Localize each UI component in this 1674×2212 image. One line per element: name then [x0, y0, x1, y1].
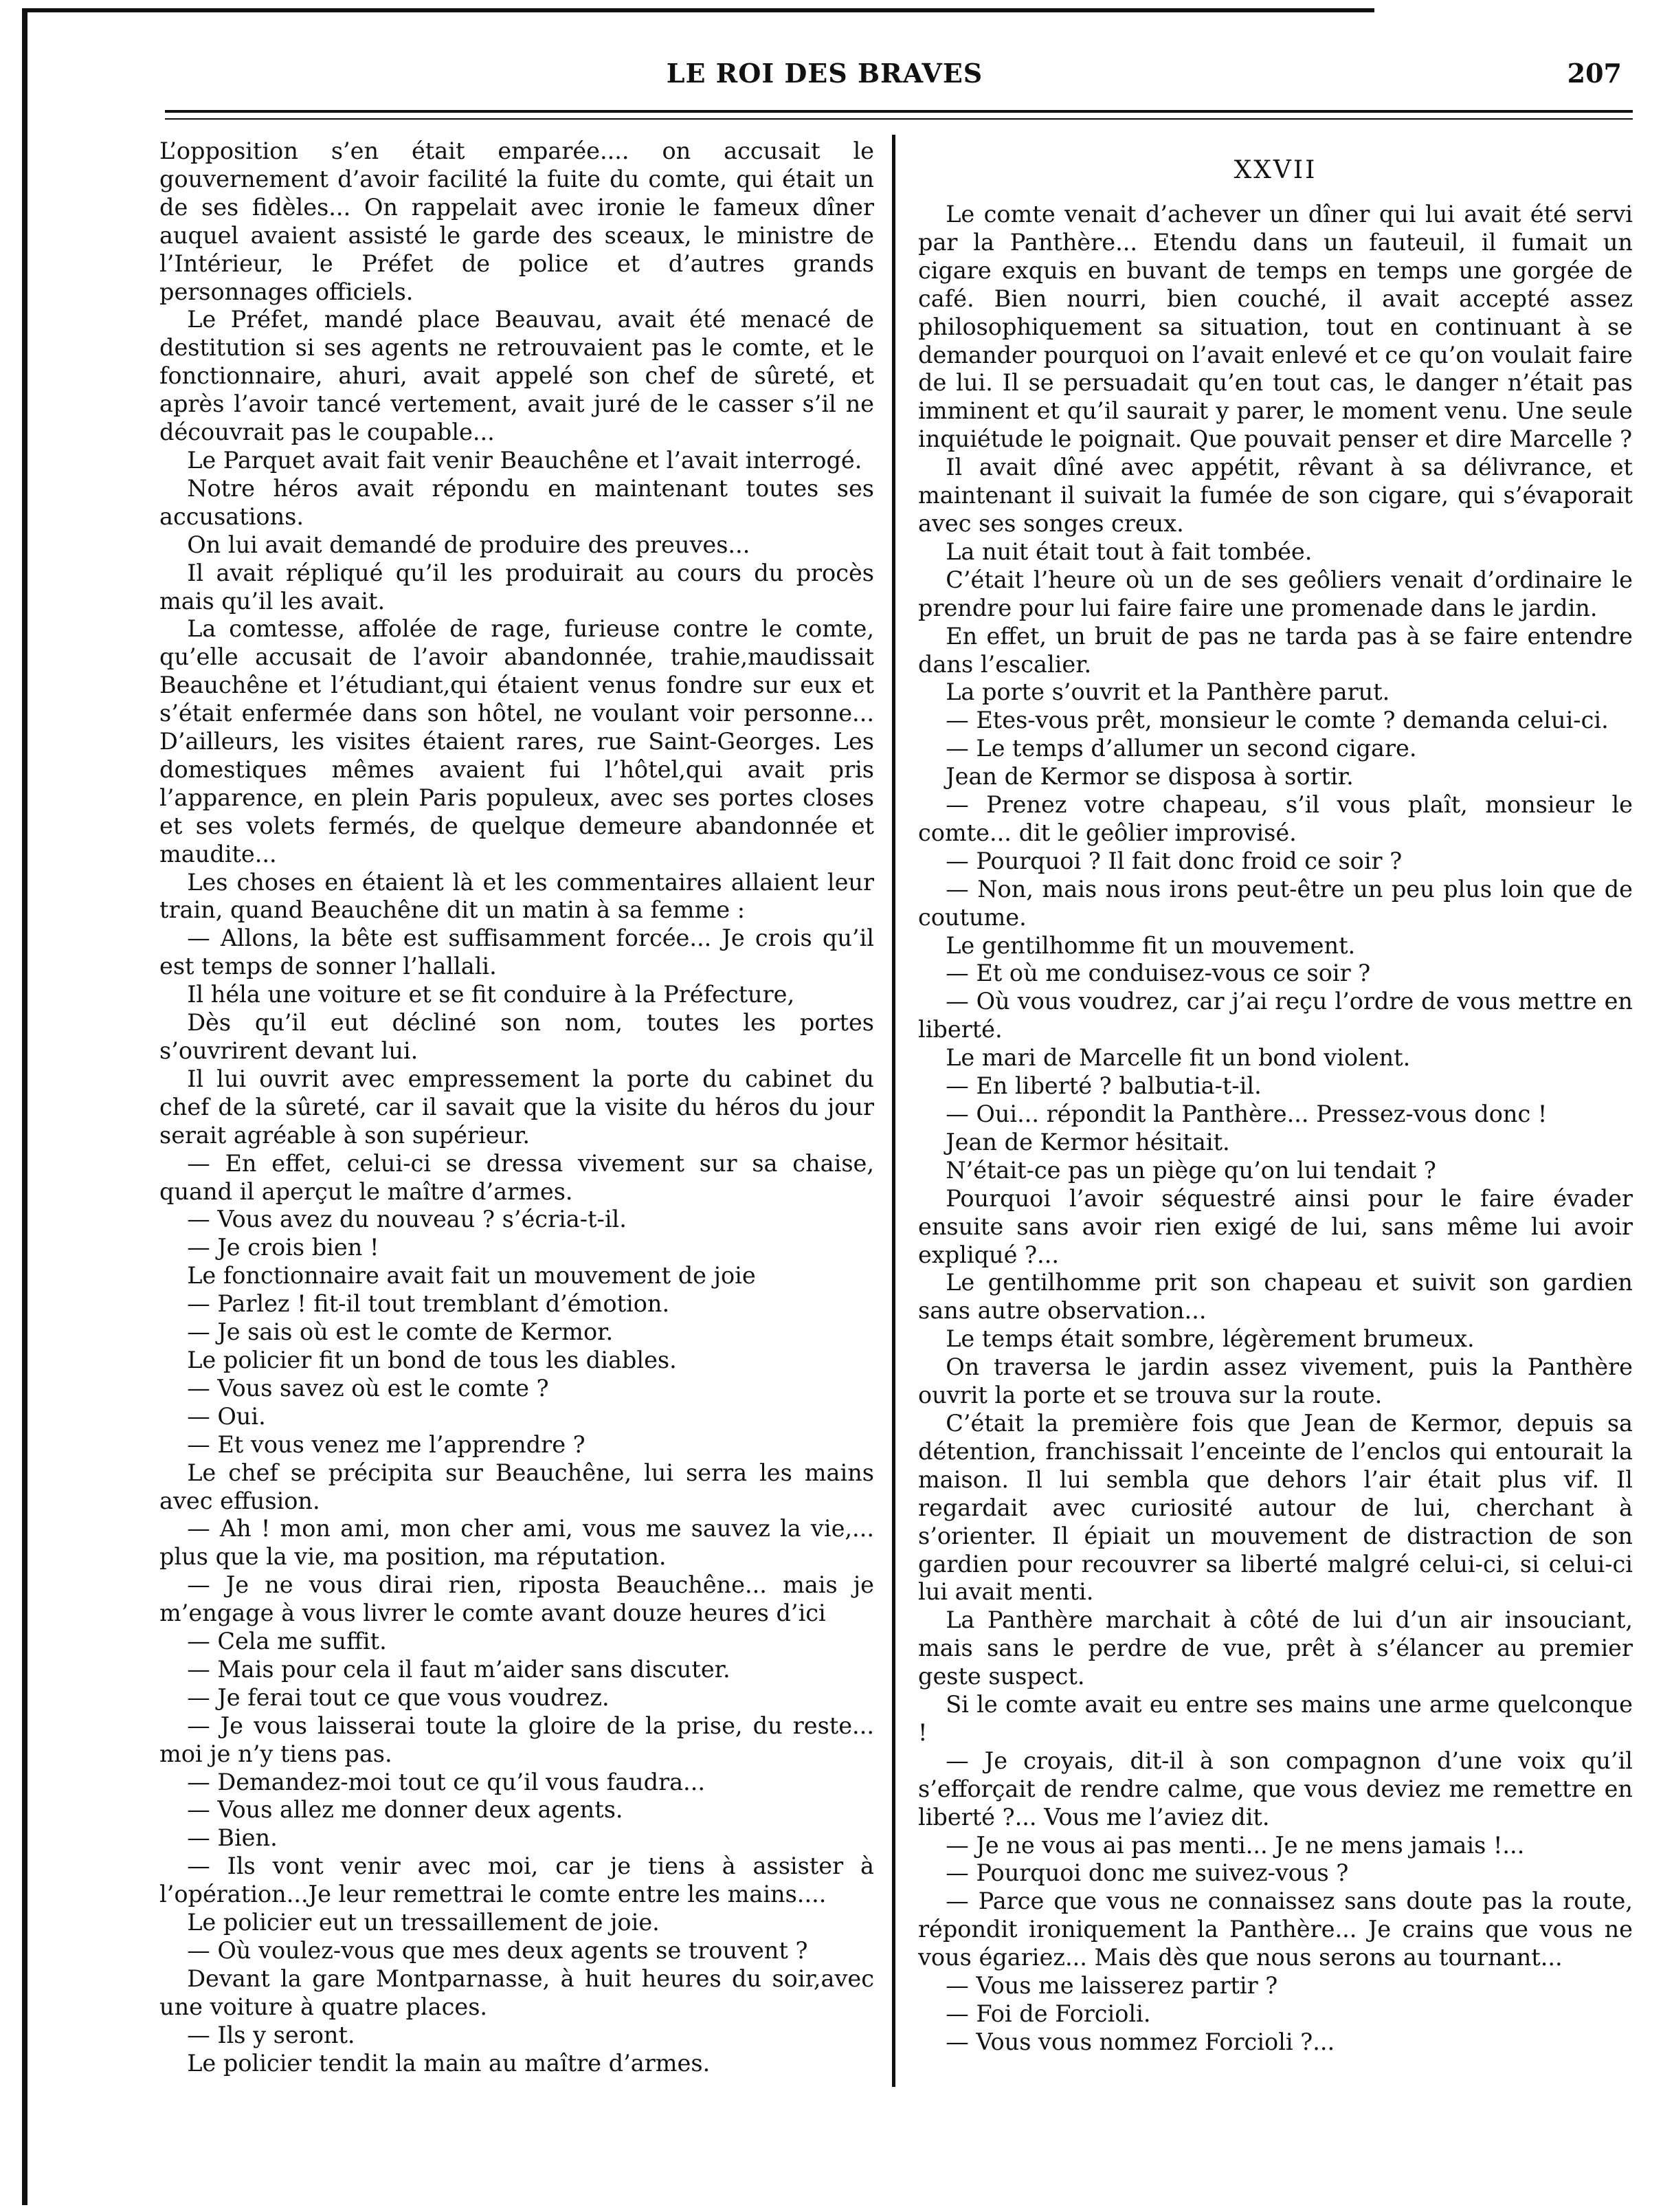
paragraph: Le policier tendit la main au maître d’armes.: [187, 2049, 711, 2077]
paragraph: L’opposition s’en était emparée.... on accusait le gouvernement d’avoir facilité la fuite du comte, qui était un de ses fidèles... On rappelait avec ironie le fameux dîner auquel avaient assisté le garde des sceaux, le ministre de l’Intérieur, le Préfet de police et d’autres grands personnages officiels.: [159, 137, 874, 305]
paragraph: Le Parquet avait fait venir Beauchêne et l’avait interrogé.: [187, 446, 862, 474]
paragraph: — Vous vous nommez Forcioli ?...: [946, 2028, 1335, 2055]
left-column: [159, 137, 874, 2078]
paragraph: — Vous avez du nouveau ? s’écria-t-il.: [187, 1206, 627, 1233]
paragraph: Le policier eut un tressaillement de joie.: [187, 1909, 660, 1936]
paragraph: — Etes-vous prêt, monsieur le comte ? demanda celui-ci.: [946, 707, 1609, 734]
paragraph: Le gentilhomme fit un mouvement.: [946, 931, 1356, 959]
paragraph: La nuit était tout à fait tombée.: [946, 538, 1313, 565]
paragraph: Le gentilhomme prit son chapeau et suivit son gardien sans autre observation...: [918, 1269, 1633, 1325]
paragraph: Le chef se précipita sur Beauchêne, lui serra les mains avec effusion.: [159, 1459, 874, 1514]
paragraph: On lui avait demandé de produire des preuves...: [187, 531, 750, 558]
paragraph: C’était l’heure où un de ses geôliers venait d’ordinaire le prendre pour lui faire faire une promenade dans le jardin.: [918, 566, 1633, 621]
paragraph: — Mais pour cela il faut m’aider sans discuter.: [187, 1655, 730, 1683]
paragraph: — Parlez ! fit-il tout tremblant d’émotion.: [187, 1290, 670, 1318]
paragraph: La porte s’ouvrit et la Panthère parut.: [946, 678, 1390, 706]
paragraph: Il avait répliqué qu’il les produirait au cours du procès mais qu’il les avait.: [159, 559, 874, 615]
paragraph: Le policier fit un bond de tous les diables.: [187, 1346, 677, 1373]
running-title: LE ROI DES BRAVES: [666, 58, 983, 89]
paragraph: — En liberté ? balbutia-t-il.: [946, 1072, 1262, 1100]
paragraph: — Pourquoi donc me suivez-vous ?: [946, 1859, 1349, 1887]
page-top-border: [27, 8, 1374, 12]
paragraph: Le fonctionnaire avait fait un mouvement de joie: [187, 1262, 756, 1290]
paragraph: La comtesse, affolée de rage, furieuse contre le comte, qu’elle accusait de l’avoir abandonnée, trahie,maudissait Beauchêne et l’étudiant,qui étaient venus fondre sur eux et s’était enfermée dans son hôtel, ne voulant voir personne... D’ailleurs, les visites étaient rares, rue Saint-Georges. Les domestiques mêmes avaient fui l’hôtel,qui avait pris l’apparence, en plein Paris populeux, avec ses portes closes et ses volets fermés, de quelque demeure abandonnée et maudite...: [159, 615, 874, 867]
paragraph: — En effet, celui-ci se dressa vivement sur sa chaise, quand il aperçut le maître d’armes.: [159, 1149, 874, 1205]
page-left-border: [22, 8, 27, 2205]
paragraph: — Ah ! mon ami, mon cher ami, vous me sauvez la vie,... plus que la vie, ma position, ma réputation.: [159, 1515, 874, 1571]
paragraph: — Parce que vous ne connaissez sans doute pas la route, répondit ironiquement la Panthère... Je crains que vous ne vous égariez... Mais dès que nous serons au tournant...: [918, 1888, 1633, 1971]
header-rule-thick: [165, 110, 1633, 113]
paragraph: Jean de Kermor se disposa à sortir.: [946, 763, 1354, 790]
paragraph: En effet, un bruit de pas ne tarda pas à se faire entendre dans l’escalier.: [918, 622, 1633, 678]
paragraph: — Vous savez où est le comte ?: [187, 1374, 549, 1402]
paragraph: — Allons, la bête est suffisamment forcée... Je crois qu’il est temps de sonner l’hallali.: [159, 925, 874, 980]
paragraph: — Cela me suffit.: [187, 1628, 387, 1655]
paragraph: — Et vous venez me l’apprendre ?: [187, 1430, 585, 1458]
paragraph: Il lui ouvrit avec empressement la porte du cabinet du chef de la sûreté, car il savait que la visite du héros du jour serait agréable à son supérieur.: [159, 1065, 874, 1149]
paragraph: N’était-ce pas un piège qu’on lui tendait ?: [946, 1156, 1436, 1184]
paragraph: — Je vous laisserai toute la gloire de la prise, du reste... moi je n’y tiens pas.: [159, 1712, 874, 1767]
paragraph: — Oui... répondit la Panthère... Pressez-vous donc !: [946, 1101, 1548, 1127]
paragraph: — Où voulez-vous que mes deux agents se trouvent ?: [187, 1937, 808, 1964]
paragraph: — Non, mais nous irons peut-être un peu plus loin que de coutume.: [918, 875, 1633, 931]
paragraph: C’était la première fois que Jean de Kermor, depuis sa détention, franchissait l’enceinte de l’enclos qui entourait la maison. Il lui sembla que dehors l’air était plus vif. Il regardait avec curiosité autour de lui, cherchant à s’orienter. Il épiait un mouvement de distraction de son gardien pour recouvrer sa liberté malgré celui-ci, si celui-ci lui avait menti.: [918, 1409, 1633, 1606]
paragraph: — Ils vont venir avec moi, car je tiens à assister à l’opération...Je leur remettrai le comte entre les mains....: [159, 1852, 874, 1908]
paragraph: Pourquoi l’avoir séquestré ainsi pour le faire évader ensuite sans avoir rien exigé de lui, sans même lui avoir expliqué ?...: [918, 1184, 1633, 1268]
paragraph: La Panthère marchait à côté de lui d’un air insouciant, mais sans le perdre de vue, prêt à s’élancer au premier geste suspect.: [918, 1606, 1633, 1690]
running-head: [27, 58, 1622, 99]
paragraph: — Oui.: [187, 1402, 266, 1430]
paragraph: On traversa le jardin assez vivement, puis la Panthère ouvrit la porte et se trouva sur la route.: [918, 1353, 1633, 1409]
paragraph: — Pourquoi ? Il fait donc froid ce soir ?: [946, 847, 1403, 874]
paragraph: Les choses en étaient là et les commentaires allaient leur train, quand Beauchêne dit un matin à sa femme :: [159, 868, 874, 924]
paragraph: — Ils y seront.: [187, 2021, 355, 2048]
header-rule-thin: [165, 118, 1633, 120]
paragraph: — Je ne vous ai pas menti... Je ne mens jamais !...: [946, 1831, 1525, 1859]
paragraph: — Bien.: [187, 1824, 278, 1852]
paragraph: Il héla une voiture et se fit conduire à la Préfecture,: [187, 981, 795, 1008]
paragraph: Si le comte avait eu entre ses mains une arme quelconque !: [918, 1691, 1633, 1746]
paragraph: — Je ne vous dirai rien, riposta Beauchêne... mais je m’engage à vous livrer le comte avant douze heures d’ici: [159, 1571, 874, 1627]
right-column: [918, 137, 1633, 2057]
paragraph: — Vous allez me donner deux agents.: [187, 1796, 623, 1824]
page-number: 207: [1567, 58, 1622, 89]
paragraph: Devant la gare Montparnasse, à huit heures du soir,avec une voiture à quatre places.: [159, 1965, 874, 2020]
paragraph: Le temps était sombre, légèrement brumeux.: [946, 1325, 1475, 1353]
paragraph: Jean de Kermor hésitait.: [946, 1128, 1230, 1155]
paragraph: — Je croyais, dit-il à son compagnon d’une voix qu’il s’efforçait de rendre calme, que vous deviez me remettre en liberté ?... Vous me l’aviez dit.: [918, 1747, 1633, 1831]
column-divider: [892, 135, 895, 2087]
chapter-heading: XXVII: [1234, 156, 1317, 184]
paragraph: — Je sais où est le comte de Kermor.: [187, 1318, 614, 1346]
paragraph: — Et où me conduisez-vous ce soir ?: [946, 960, 1371, 987]
paragraph: Le mari de Marcelle fit un bond violent.: [946, 1044, 1411, 1072]
paragraph: — Prenez votre chapeau, s’il vous plaît, monsieur le comte... dit le geôlier improvisé.: [918, 791, 1633, 846]
paragraph: — Je crois bien !: [187, 1234, 379, 1261]
paragraph: Le Préfet, mandé place Beauvau, avait été menacé de destitution si ses agents ne retrouvaient pas le comte, et le fonctionnaire, ahuri, avait appelé son chef de sûreté, et après l’avoir tancé vertement, avait juré de le casser s’il ne découvrait pas le coupable...: [159, 306, 874, 446]
paragraph: Notre héros avait répondu en maintenant toutes ses accusations.: [159, 474, 874, 530]
paragraph: Dès qu’il eut décliné son nom, toutes les portes s’ouvrirent devant lui.: [159, 1009, 874, 1064]
paragraph: — Je ferai tout ce que vous voudrez.: [187, 1683, 610, 1711]
paragraph: — Le temps d’allumer un second cigare.: [946, 735, 1417, 762]
paragraph: Il avait dîné avec appétit, rêvant à sa délivrance, et maintenant il suivait la fumée de son cigare, qui s’évaporait avec ses songes creux.: [918, 454, 1633, 537]
paragraph: — Demandez-moi tout ce qu’il vous faudra...: [187, 1768, 706, 1795]
paragraph: Le comte venait d’achever un dîner qui lui avait été servi par la Panthère... Etendu dans un fauteuil, il fumait un cigare exquis en buvant de temps en temps une gorgée de café. Bien nourri, bien couché, il avait accepté assez philosophiquement sa situation, tout en continuant à se demander pourquoi on l’avait enlevé et ce qu’on voulait faire de lui. Il se persuadait qu’en tout cas, le danger n’était pas imminent et qu’il saurait y parer, le moment venu. Une seule inquiétude le poignait. Que pouvait penser et dire Marcelle ?: [918, 201, 1633, 453]
paragraph: — Où vous voudrez, car j’ai reçu l’ordre de vous mettre en liberté.: [918, 988, 1633, 1043]
paragraph: — Vous me laisserez partir ?: [946, 1972, 1278, 2000]
paragraph: — Foi de Forcioli.: [946, 2000, 1151, 2027]
